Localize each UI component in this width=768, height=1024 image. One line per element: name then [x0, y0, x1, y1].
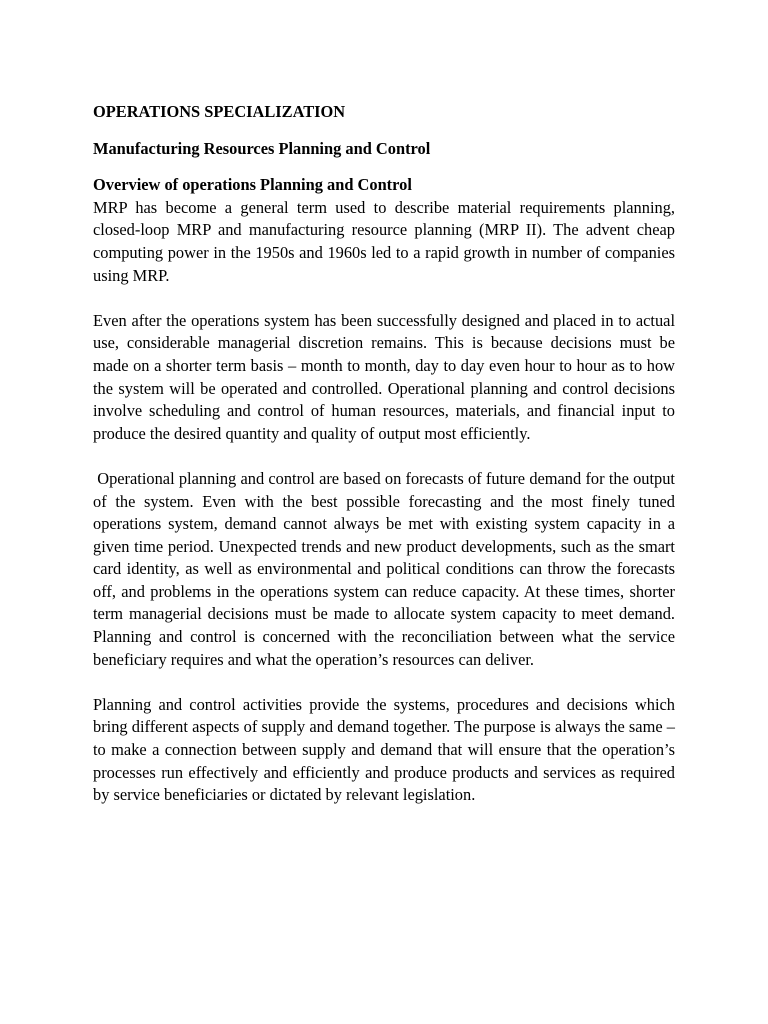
document-subtitle: Manufacturing Resources Planning and Control: [93, 138, 431, 158]
paragraph-4: Planning and control activities provide the systems, procedures and decisions which bring different aspects of supply and demand together. The purpose is always the same – to make a connection between supply and demand that will ensure that the operation’s processes run effectively and efficiently and produce products and services as required by service beneficiaries or dictated by relevant legislation.: [93, 694, 675, 805]
document-title: OPERATIONS SPECIALIZATION: [93, 102, 346, 121]
paragraph-1: MRP has become a general term used to describe material requirements planning, closed-loop MRP and manufacturing resource planning (MRP II). The advent cheap computing power in the 1950s and 1960s led to a rapid growth in number of companies using MRP.: [93, 197, 675, 285]
paragraph-2: Even after the operations system has been successfully designed and placed in to actual use, considerable managerial discretion remains. This is because decisions must be made on a shorter term basis – month to month, day to day even hour to hour as to how the system will be operated and controlled. Operational planning and control decisions involve scheduling and control of human resources, materials, and financial input to produce the desired quantity and quality of output most efficiently.: [93, 310, 675, 443]
section-heading: Overview of operations Planning and Control: [93, 175, 412, 195]
paragraph-3: Operational planning and control are based on forecasts of future demand for the output of the system. Even with the best possible forecasting and the most finely tuned operations system, demand cannot always be met with existing system capacity in a given time period. Unexpected trends and new product developments, such as the smart card identity, as well as environmental and political conditions can throw the forecasts off, and problems in the operations system can reduce capacity. At these times, shorter term managerial decisions must be made to allocate system capacity to meet demand. Planning and control is concerned with the reconciliation between what the service beneficiary requires and what the operation’s resources can deliver.: [93, 468, 680, 669]
document-body: [93, 101, 680, 829]
